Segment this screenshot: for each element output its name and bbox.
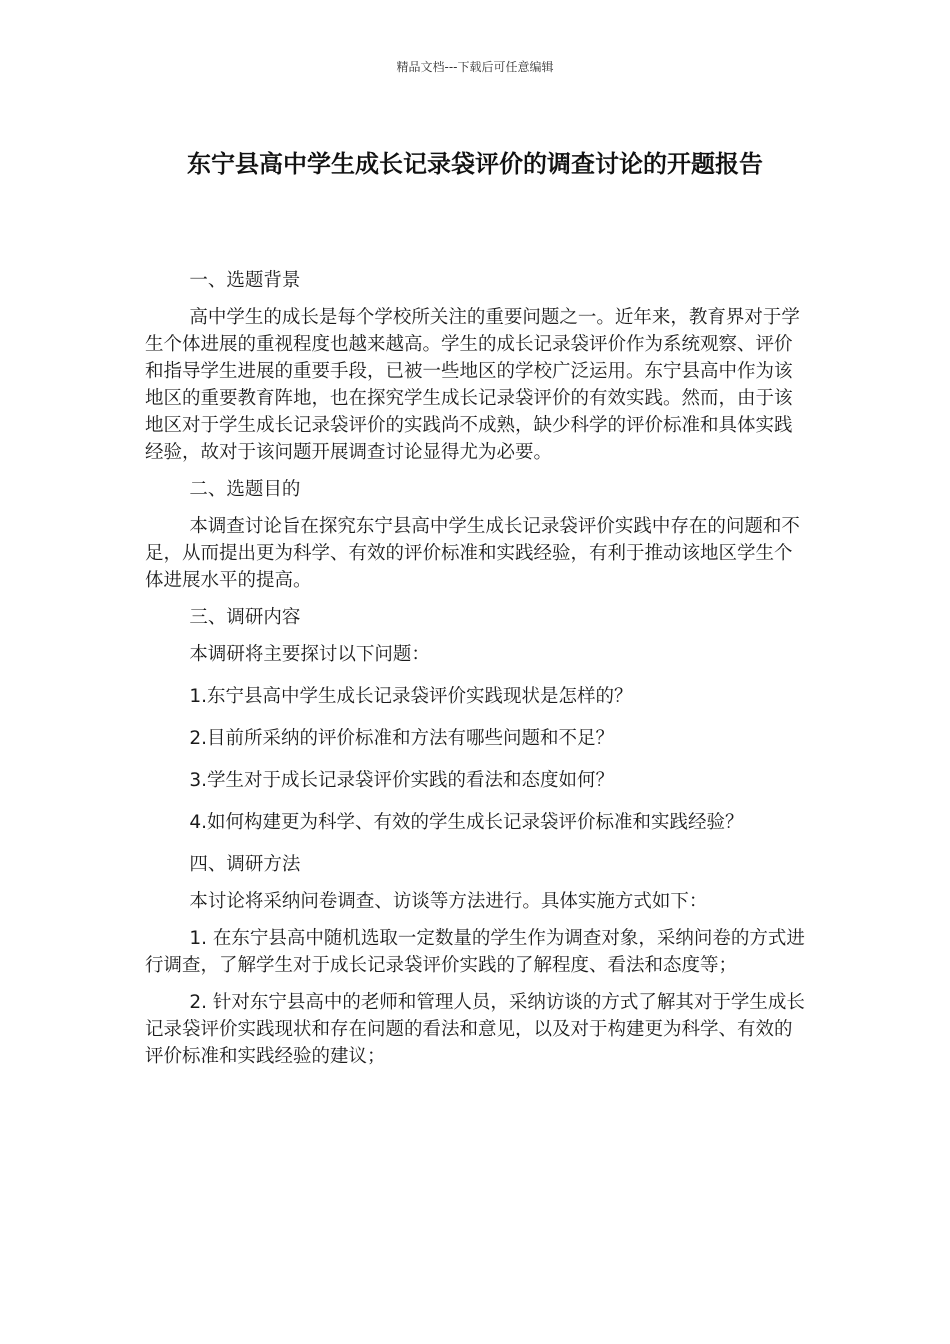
paragraph-method-intro: 本讨论将采纳问卷调查、访谈等方法进行。具体实施方式如下： (189, 891, 708, 912)
list-item-question-4: 4.如何构建更为科学、有效的学生成长记录袋评价标准和实践经验？ (189, 812, 744, 833)
paragraph-method-1: 1. 在东宁县高中随机选取一定数量的学生作为调查对象，采纳问卷的方式进行调查，了解学生对于成长记录袋评价实践的了解程度、看法和态度等； (145, 928, 805, 976)
list-item-question-2: 2.目前所采纳的评价标准和方法有哪些问题和不足？ (189, 728, 615, 749)
section-heading-content: 三、调研内容 (189, 607, 301, 628)
section-heading-background: 一、选题背景 (189, 270, 301, 291)
list-item-question-1: 1.东宁县高中学生成长记录袋评价实践现状是怎样的？ (189, 686, 633, 707)
paragraph-method-2: 2. 针对东宁县高中的老师和管理人员，采纳访谈的方式了解其对于学生成长记录袋评价实践现状和存在问题的看法和意见，以及对于构建更为科学、有效的评价标准和实践经验的建议； (145, 992, 805, 1067)
header-watermark: 精品文档---下载后可任意编辑 (396, 60, 554, 74)
document-body (145, 267, 805, 1080)
list-item-question-3: 3.学生对于成长记录袋评价实践的看法和态度如何？ (189, 770, 615, 791)
section-heading-purpose: 二、选题目的 (189, 479, 301, 500)
paragraph-purpose: 本调查讨论旨在探究东宁县高中学生成长记录袋评价实践中存在的问题和不足，从而提出更为科学、有效的评价标准和实践经验，有利于推动该地区学生个体进展水平的提高。 (145, 516, 800, 591)
paragraph-background: 高中学生的成长是每个学校所关注的重要问题之一。近年来，教育界对于学生个体进展的重视程度也越来越高。学生的成长记录袋评价作为系统观察、评价和指导学生进展的重要手段，已被一些地区的学校广泛运用。东宁县高中作为该地区的重要教育阵地，也在探究学生成长记录袋评价的有效实践。然而，由于该地区对于学生成长记录袋评价的实践尚不成熟，缺少科学的评价标准和具体实践经验，故对于该问题开展调查讨论显得尤为必要。 (145, 307, 800, 463)
section-heading-method: 四、调研方法 (189, 854, 301, 875)
document-title: 东宁县高中学生成长记录袋评价的调查讨论的开题报告 (187, 150, 763, 178)
paragraph-content-intro: 本调研将主要探讨以下问题： (189, 644, 430, 665)
